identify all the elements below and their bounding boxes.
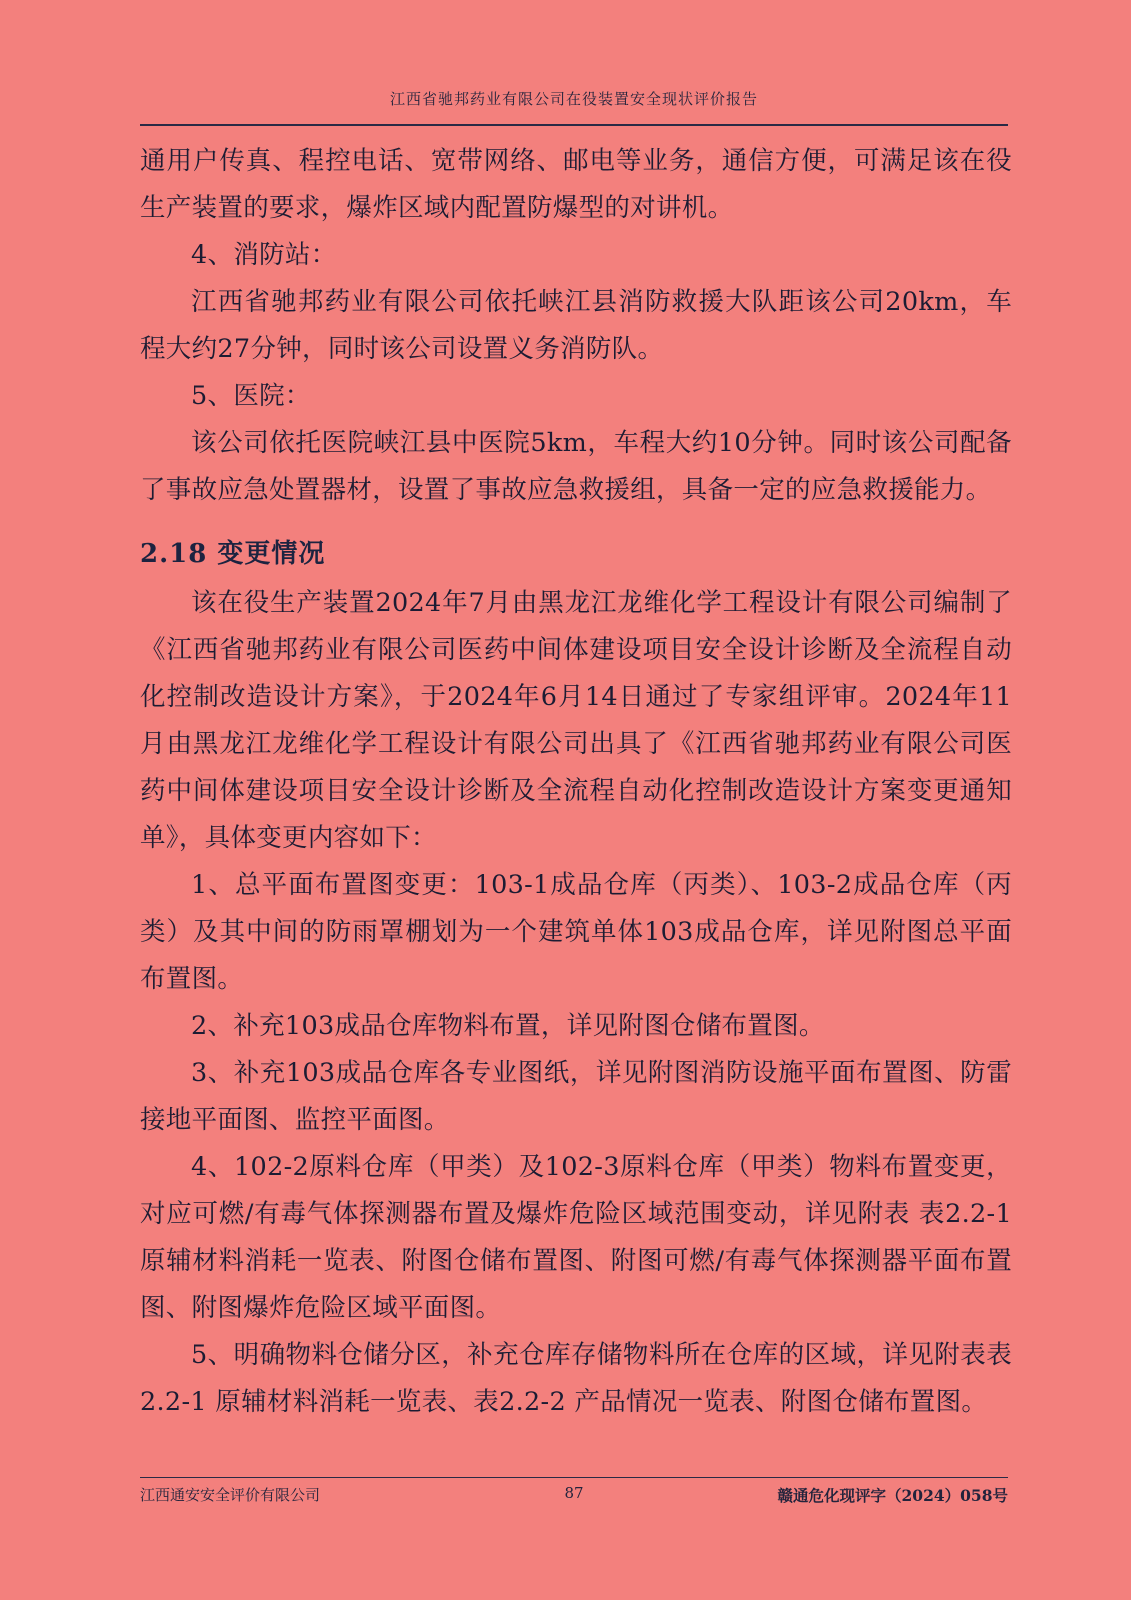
paragraph-10: 4、102-2原料仓库（甲类）及102-3原料仓库（甲类）物料布置变更，对应可燃/有毒气体探测器布置及爆炸危险区域范围变动，详见附表 表2.2-1原辅材料消耗一览表、附图仓储布置图、附图可燃/有毒气体探测器平面布置图、附图爆炸危险区域平面图。 xyxy=(140,1152,1012,1323)
paragraph-4: 5、医院： xyxy=(191,381,311,411)
paragraph-8: 2、补充103成品仓库物料布置，详见附图仓储布置图。 xyxy=(191,1011,825,1041)
page-content xyxy=(140,138,1012,1426)
paragraph-1: 通用户传真、程控电话、宽带网络、邮电等业务，通信方便，可满足该在役生产装置的要求，爆炸区域内配置防爆型的对讲机。 xyxy=(140,146,1012,223)
page-footer xyxy=(140,1484,1008,1514)
paragraph-3: 江西省驰邦药业有限公司依托峡江县消防救援大队距该公司20km，车程大约27分钟，同时该公司设置义务消防队。 xyxy=(140,287,1012,364)
footer-divider xyxy=(140,1477,1008,1478)
page-number: 87 xyxy=(564,1484,584,1502)
paragraph-6: 该在役生产装置2024年7月由黑龙江龙维化学工程设计有限公司编制了《江西省驰邦药业有限公司医药中间体建设项目安全设计诊断及全流程自动化控制改造设计方案》，于2024年6月14日通过了专家组评审。2024年11月由黑龙江龙维化学工程设计有限公司出具了《江西省驰邦药业有限公司医药中间体建设项目安全设计诊断及全流程自动化控制改造设计方案变更通知单》，具体变更内容如下： xyxy=(140,588,1012,853)
paragraph-11: 5、明确物料仓储分区，补充仓库存储物料所在仓库的区域，详见附表表2.2-1 原辅材料消耗一览表、表2.2-2 产品情况一览表、附图仓储布置图。 xyxy=(140,1340,1012,1417)
paragraph-2: 4、消防站： xyxy=(191,240,337,270)
section-heading: 2.18 变更情况 xyxy=(140,539,326,569)
footer-doc-number: 赣通危化现评字（2024）058号 xyxy=(777,1486,1008,1505)
paragraph-5: 该公司依托医院峡江县中医院5km，车程大约10分钟。同时该公司配备了事故应急处置器材，设置了事故应急救援组，具备一定的应急救援能力。 xyxy=(140,428,1012,505)
footer-company: 江西通安安全评价有限公司 xyxy=(140,1486,321,1504)
header-divider xyxy=(140,124,1008,126)
page-header: 江西省驰邦药业有限公司在役装置安全现状评价报告 xyxy=(389,90,758,108)
paragraph-9: 3、补充103成品仓库各专业图纸，详见附图消防设施平面布置图、防雷接地平面图、监控平面图。 xyxy=(140,1058,1012,1135)
paragraph-7: 1、总平面布置图变更：103-1成品仓库（丙类）、103-2成品仓库（丙类）及其中间的防雨罩棚划为一个建筑单体103成品仓库，详见附图总平面布置图。 xyxy=(140,870,1012,994)
